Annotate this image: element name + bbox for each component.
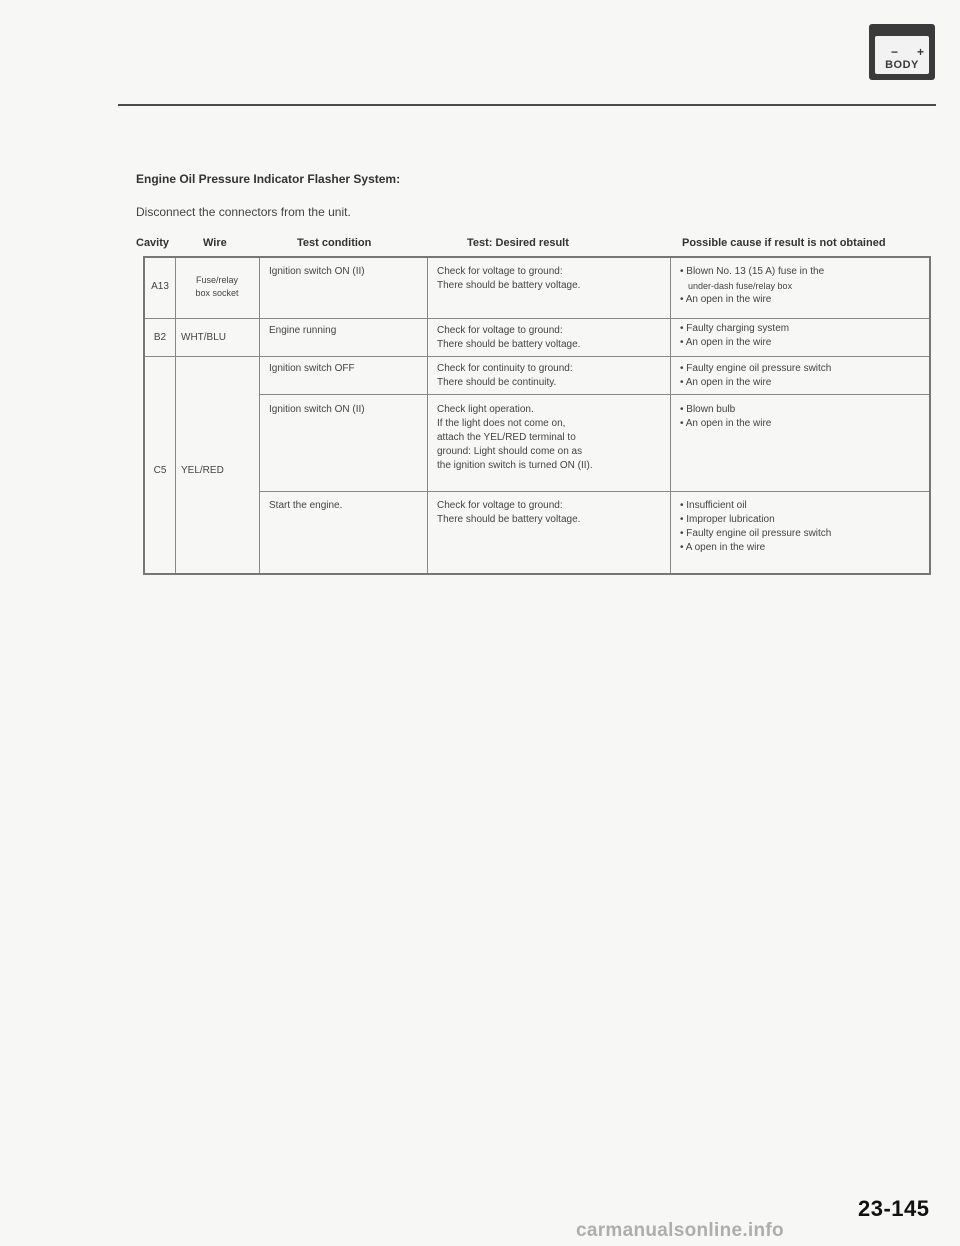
condition-c5-start: Start the engine.: [269, 500, 343, 511]
minus-sign: −: [891, 45, 899, 59]
result-c5-on: Check light operation. If the light does not come on, attach the YEL/RED terminal to ground: Light should come on as the ignition switch is turned ON (II).: [437, 404, 593, 471]
cause-a13: • Blown No. 13 (15 A) fuse in the under-dash fuse/relay box • An open in the wire: [680, 266, 825, 305]
col-divider: [670, 258, 671, 573]
header-wire: Wire: [203, 237, 227, 249]
col-divider: [259, 258, 260, 573]
cause-c5-start: • Insufficient oil • Improper lubrication • Faulty engine oil pressure switch • A open in the wire: [680, 500, 832, 553]
col-divider: [175, 258, 176, 573]
header-possible-cause: Possible cause if result is not obtained: [682, 237, 886, 249]
cause-c5-off: • Faulty engine oil pressure switch • An open in the wire: [680, 363, 832, 388]
section-title: Engine Oil Pressure Indicator Flasher System:: [136, 172, 401, 186]
wire-c5: YEL/RED: [181, 465, 224, 476]
header-test-condition: Test condition: [297, 237, 372, 249]
battery-icon: [875, 36, 929, 74]
result-a13: Check for voltage to ground: There should be battery voltage.: [437, 266, 581, 291]
result-b2: Check for voltage to ground: There should be battery voltage.: [437, 325, 581, 350]
header-desired-result: Test: Desired result: [467, 237, 569, 249]
result-c5-start: Check for voltage to ground: There should be battery voltage.: [437, 500, 581, 525]
row-divider: [145, 356, 929, 357]
result-c5-off: Check for continuity to ground: There should be continuity.: [437, 363, 573, 388]
row-divider: [259, 394, 929, 395]
plus-sign: +: [917, 45, 925, 59]
cavity-c5: C5: [153, 465, 167, 476]
page-number: 23-145: [858, 1196, 930, 1221]
instruction-text: Disconnect the connectors from the unit.: [136, 205, 351, 219]
cavity-a13: A13: [151, 281, 169, 292]
header-cavity: Cavity: [136, 237, 170, 249]
badge-label: BODY: [885, 59, 919, 71]
wire-a13: Fuse/relay box socket: [195, 275, 239, 298]
condition-c5-off: Ignition switch OFF: [269, 363, 355, 374]
row-divider: [259, 491, 929, 492]
cause-c5-on: • Blown bulb • An open in the wire: [680, 404, 772, 429]
cause-b2: • Faulty charging system • An open in the wire: [680, 323, 790, 348]
row-divider: [145, 318, 929, 319]
wire-b2: WHT/BLU: [181, 332, 226, 343]
test-table: [143, 256, 931, 575]
condition-b2: Engine running: [269, 325, 337, 336]
col-divider: [427, 258, 428, 573]
condition-c5-on: Ignition switch ON (II): [269, 404, 365, 415]
body-battery-badge: [869, 24, 935, 80]
watermark: carmanualsonline.info: [576, 1220, 784, 1241]
cavity-b2: B2: [153, 332, 167, 343]
header-rule: [118, 104, 936, 106]
condition-a13: Ignition switch ON (II): [269, 266, 365, 277]
